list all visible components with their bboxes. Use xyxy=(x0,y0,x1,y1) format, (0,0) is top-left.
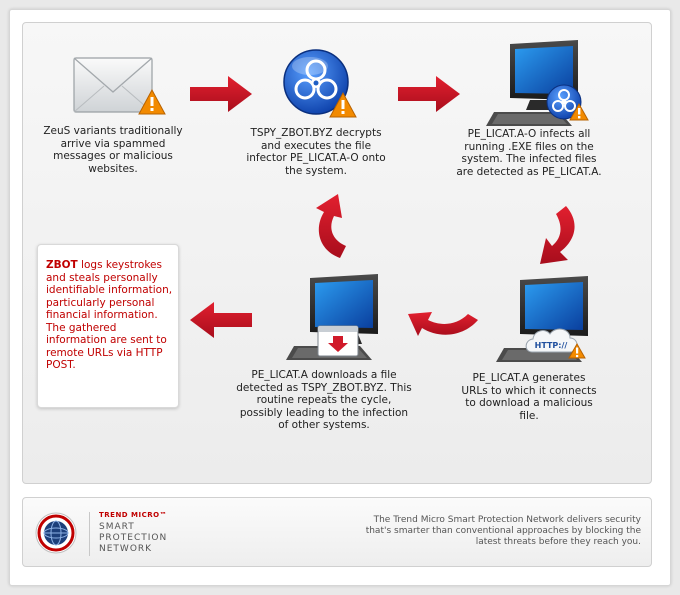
envelope-icon xyxy=(74,58,152,112)
arrow-right-icon xyxy=(398,76,460,112)
step-infect-caption: PE_LICAT.A-O infects all running .EXE files on the system. The infected files are detected as PE_LICAT.A. xyxy=(456,128,602,178)
footer-tagline: The Trend Micro Smart Protection Network delivers security that's smarter than conventional approaches by blocking the latest threats before they reach you. xyxy=(365,515,641,547)
brand-line-3: NETWORK xyxy=(99,544,153,554)
download-window-icon xyxy=(318,326,358,356)
trend-micro-logo-icon xyxy=(35,512,77,554)
step-download-caption: PE_LICAT.A downloads a file detected as TSPY_ZBOT.BYZ. This routine repeats the cycle, possibly leading to the infection of other systems. xyxy=(236,369,412,431)
step-decrypt-caption: TSPY_ZBOT.BYZ decrypts and executes the file infector PE_LICAT.A-O onto the system. xyxy=(246,127,386,177)
curved-arrow-down-icon xyxy=(540,206,575,264)
footer-bar xyxy=(22,497,652,567)
curved-arrow-left-icon xyxy=(408,312,478,336)
zbot-note-text xyxy=(46,259,174,372)
zbot-note-box xyxy=(37,244,179,408)
brand-name: TREND MICRO™ xyxy=(99,511,168,519)
brand-line-1: SMART xyxy=(99,522,135,532)
arrow-right-icon xyxy=(190,76,252,112)
footer-divider xyxy=(89,512,90,556)
arrow-left-icon xyxy=(190,302,252,338)
brand-line-2: PROTECTION xyxy=(99,533,168,543)
http-label: HTTP:// xyxy=(534,341,568,350)
step-arrive-caption: ZeuS variants traditionally arrive via spammed messages or malicious websites. xyxy=(43,125,183,175)
curved-arrow-up-icon xyxy=(316,194,346,258)
zbot-note-body: logs keystrokes and steals personally identifiable information, particularly personal financial information. The gathered information are sent to remote URLs via HTTP POST. xyxy=(46,259,173,371)
zbot-note-strong: ZBOT xyxy=(46,259,78,271)
step-generate-caption: PE_LICAT.A generates URLs to which it connects to download a malicious file. xyxy=(461,372,597,422)
